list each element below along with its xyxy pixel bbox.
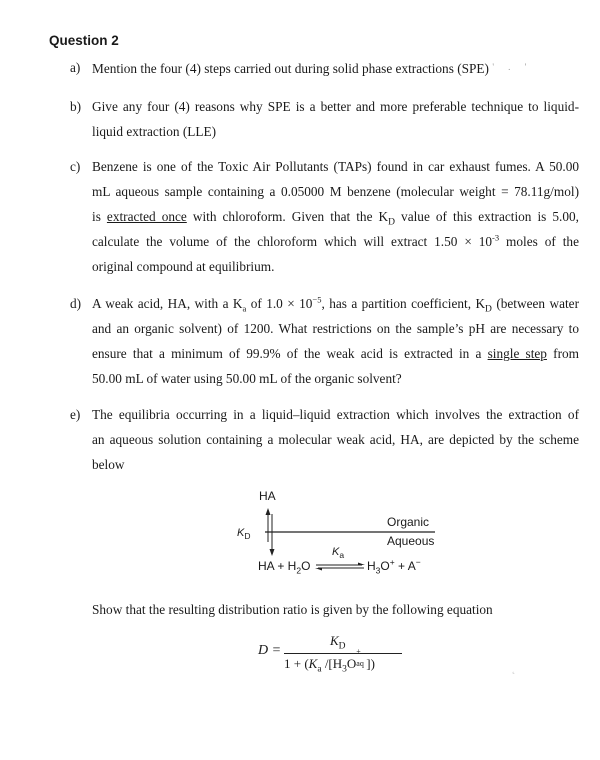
question-d-line-4: 50.00 mL of water using 50.00 mL of the organic solvent? xyxy=(92,371,402,386)
stray-mark: ˛ xyxy=(512,664,516,675)
question-c-line-3: is extracted once with chloroform. Given that the $K_D$ value of this extraction is 5.00, xyxy=(92,209,579,228)
fraction-bar xyxy=(284,653,402,654)
formula-denominator: $1 + (K_a$ $/[H_3O$ + aq ]) xyxy=(284,647,375,675)
partition-arrowhead-up xyxy=(266,508,271,515)
underlined-extracted-once: extracted once xyxy=(106,209,187,224)
question-c-line-4: calculate the volume of the chloroform which will extract $1.50 \times 10^{-3}$ moles of the xyxy=(92,232,579,249)
scheme-ha-organic: HA xyxy=(259,489,276,503)
question-b-label: b) xyxy=(70,99,82,114)
question-e-line-3: below xyxy=(92,457,125,472)
scheme-right-species: $H_3O^+ + A^-$ xyxy=(367,557,421,576)
dissociation-arrowhead-forward xyxy=(358,563,365,566)
question-d-line-1: A weak acid, HA, with a $K_a$ of $1.0 \times 10^{-5}$, has a partition coefficient, $K_D$ (between water xyxy=(92,294,579,315)
question-e-line-4: Show that the resulting distribution ratio is given by the following equation xyxy=(92,602,493,617)
question-a-text xyxy=(92,55,579,81)
question-b-line-2: liquid extraction (LLE) xyxy=(92,124,217,139)
formula-numerator: $K_D$ xyxy=(330,633,346,652)
question-d-label: d) xyxy=(70,296,82,311)
formula-lhs: D = xyxy=(258,643,282,658)
scheme-aqueous-label: Aqueous xyxy=(387,534,435,548)
question-a-line-1: Mention the four (4) steps carried out during solid phase extractions (SPE) xyxy=(92,61,489,76)
extraction-scheme xyxy=(225,482,455,582)
question-e-line-2: an aqueous solution containing a molecular weak acid, HA, are depicted by the scheme xyxy=(92,432,579,447)
question-b-line-1: Give any four (4) reasons why SPE is a better and more preferable technique to liquid- xyxy=(92,99,579,114)
question-e-label: e) xyxy=(70,407,81,422)
scheme-organic-label: Organic xyxy=(387,515,430,529)
scheme-kd-label: $K_D$ xyxy=(237,527,251,542)
question-c-line-2: mL aqueous sample containing a 0.05000 M benzene (molecular weight = 78.11g/mol) xyxy=(92,184,579,199)
question-d-line-3: ensure that a minimum of 99.9% of the weak acid is extracted in a single step from xyxy=(92,346,579,361)
faint-marks: ' . ' xyxy=(492,62,533,72)
distribution-ratio-formula xyxy=(258,633,408,683)
scheme-left-species: HA + $H_2O$ xyxy=(258,559,311,576)
underlined-single-step: single step xyxy=(487,346,547,361)
partition-arrowhead-down xyxy=(270,549,275,556)
question-c-line-5: original compound at equilibrium. xyxy=(92,259,275,274)
dissociation-arrowhead-reverse xyxy=(315,568,322,571)
question-d-line-2: and an organic solvent) of 1200. What restrictions on the sample’s pH are necessary to xyxy=(92,321,579,336)
scheme-ka-label: $K_a$ xyxy=(332,546,345,561)
question-a-label: a) xyxy=(70,60,81,75)
question-e-line-1: The equilibria occurring in a liquid–liquid extraction which involves the extraction of xyxy=(92,407,579,422)
question-heading: Question 2 xyxy=(49,33,119,48)
question-c-line-1: Benzene is one of the Toxic Air Pollutants (TAPs) found in car exhaust fumes. A 50.00 xyxy=(92,159,579,174)
question-c-label: c) xyxy=(70,159,81,174)
